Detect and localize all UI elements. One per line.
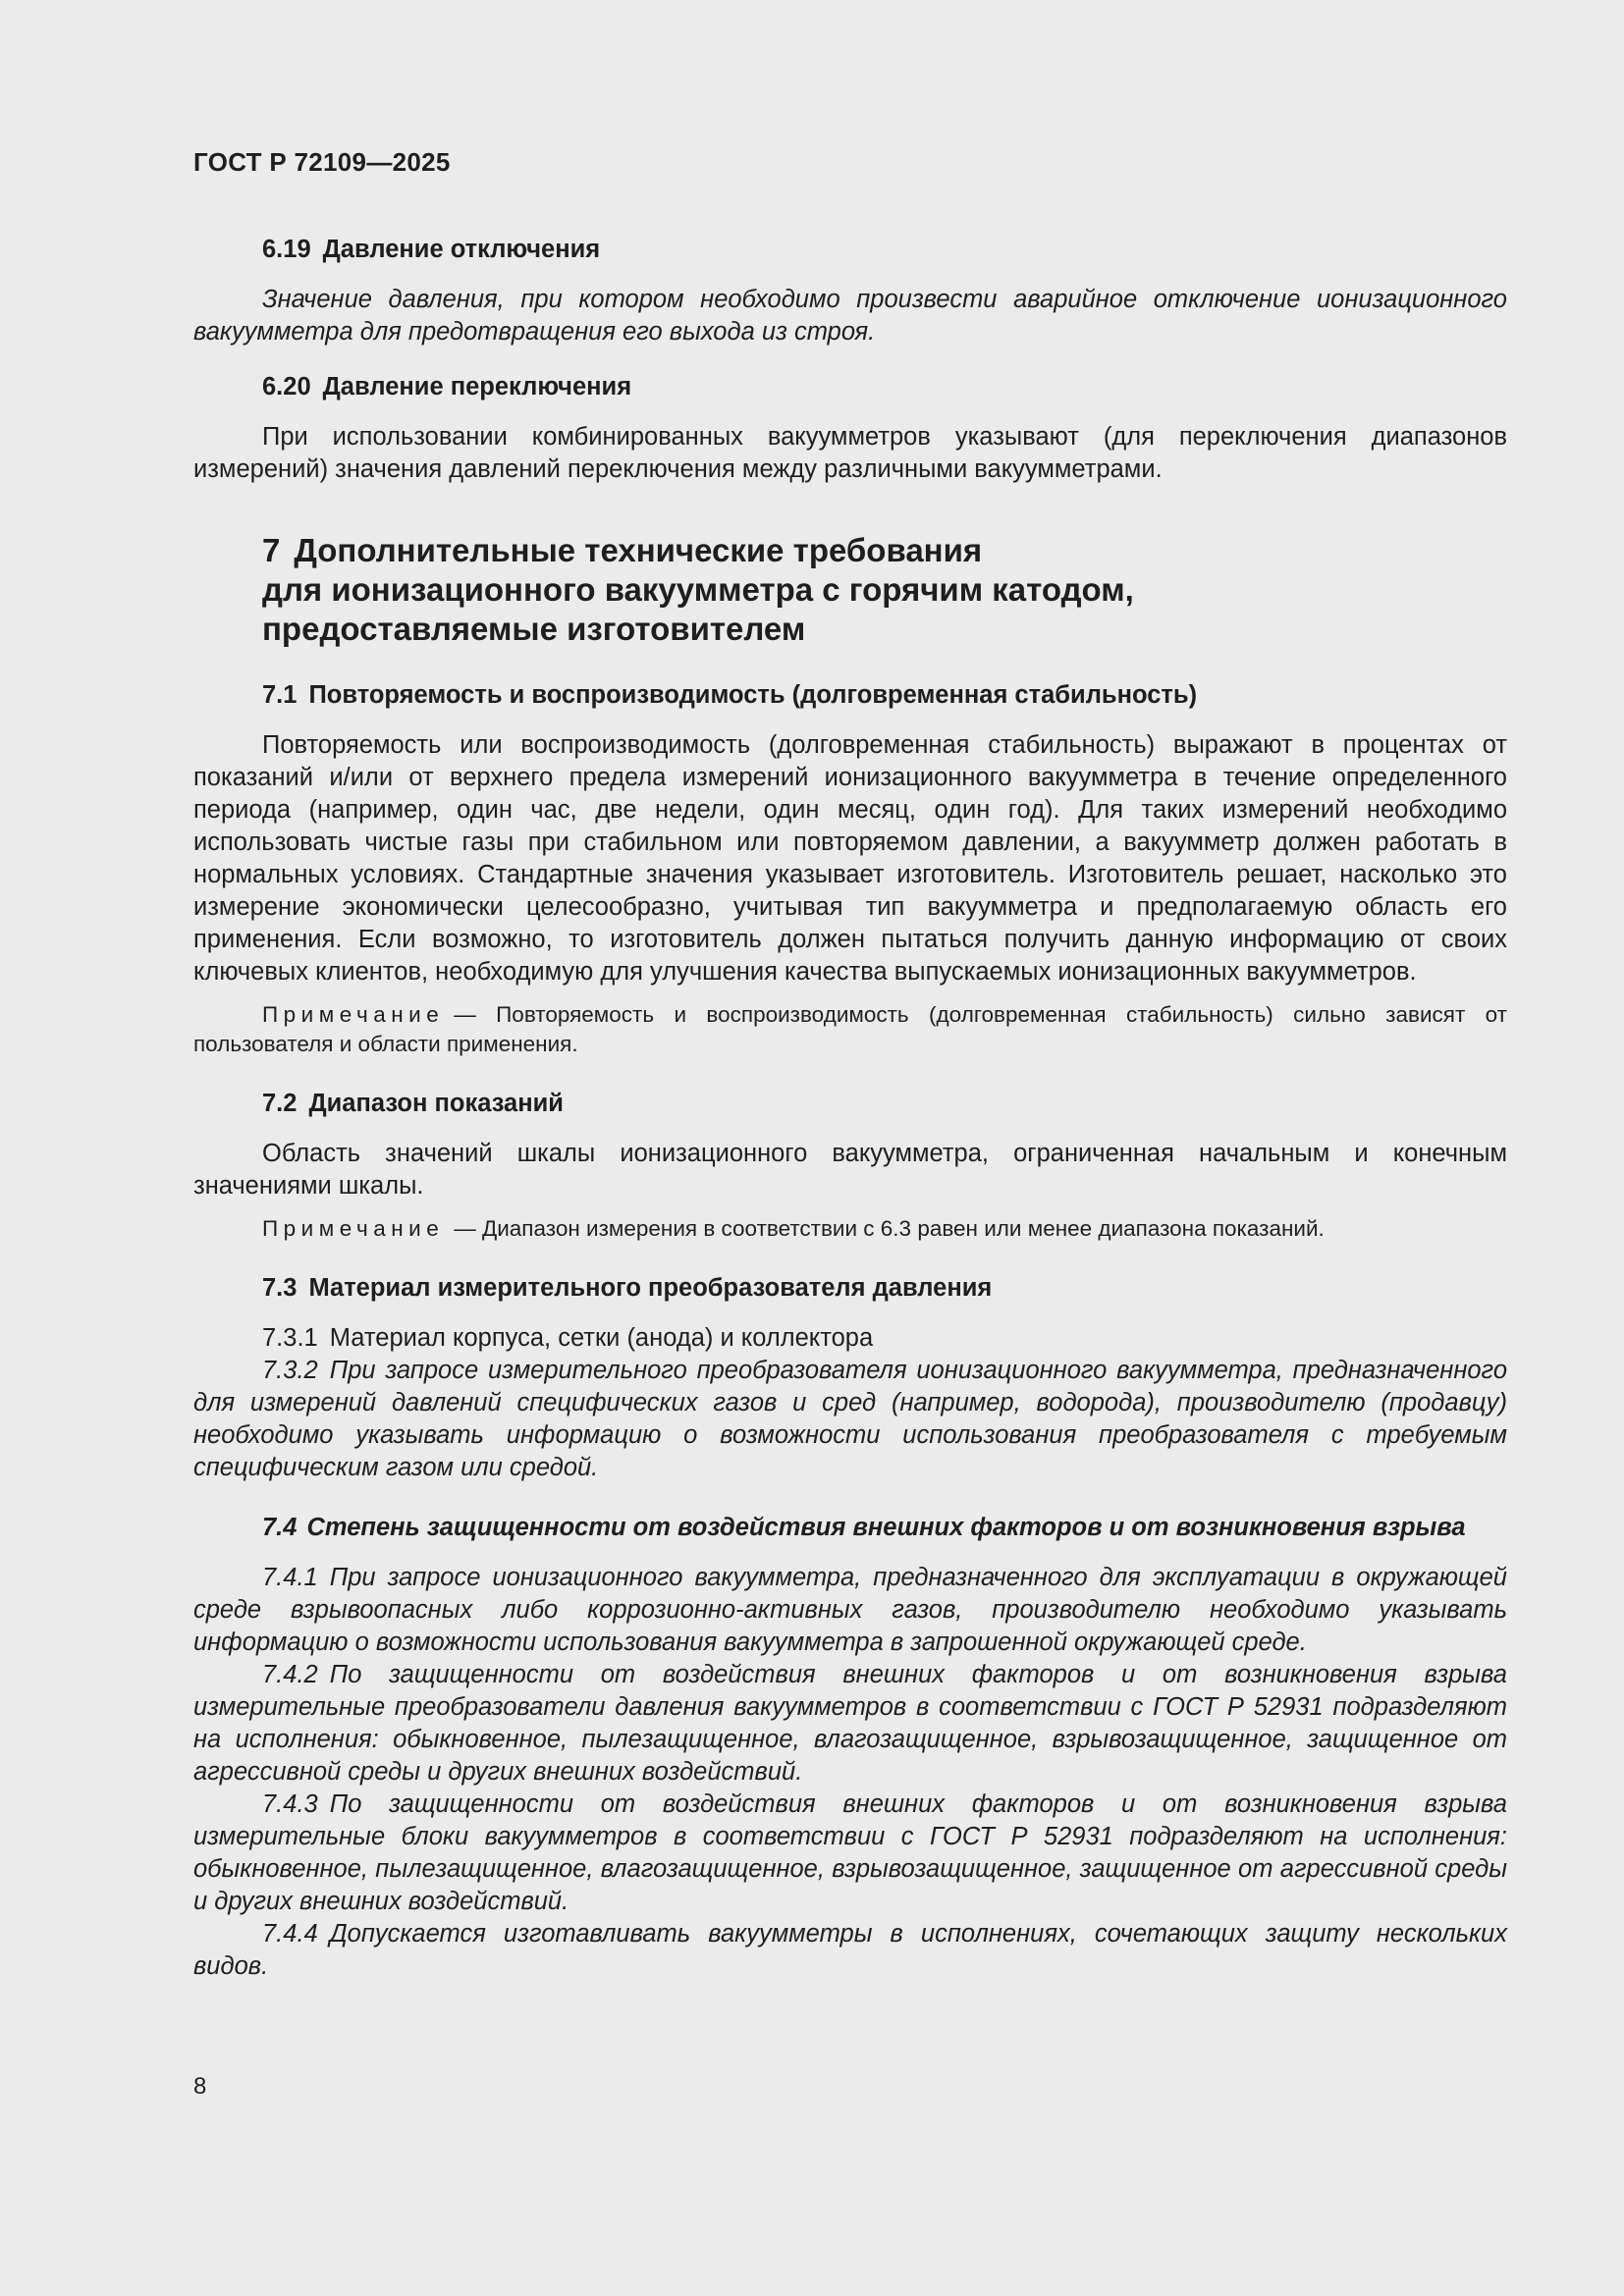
section-7-2-text: Область значений шкалы ионизационного вакуумметра, ограниченная начальным и конечным значениями шкалы. bbox=[193, 1140, 1507, 1200]
chapter-title-line-2: для ионизационного вакуумметра с горячим катодом, bbox=[262, 571, 1134, 608]
subsection-number: 7.3.2 bbox=[262, 1357, 318, 1384]
page-number: 8 bbox=[193, 2073, 207, 2100]
subsection-number: 7.3.1 bbox=[262, 1324, 318, 1352]
subsection-text: При запросе ионизационного вакуумметра, предназначенного для эксплуатации в окружающей среде взрывоопасных либо коррозионно-активных газов, производителю необходимо указывать информацию о возможности использования вакуумметра в запрошенной окружающей среде. bbox=[193, 1564, 1507, 1656]
subsection-7-4-1 bbox=[193, 1562, 1507, 1659]
document-page bbox=[193, 147, 1507, 1983]
section-title: Степень защищенности от воздействия внешних факторов и от возникновения взрыва bbox=[306, 1514, 1466, 1541]
subsection-number: 7.4.3 bbox=[262, 1790, 318, 1818]
subsection-7-4-4 bbox=[193, 1918, 1507, 1983]
subsection-number: 7.4.4 bbox=[262, 1920, 318, 1948]
section-number: 6.19 bbox=[262, 236, 311, 263]
subsection-7-4-2 bbox=[193, 1659, 1507, 1789]
note-text: — Диапазон измерения в соответствии с 6.3 равен или менее диапазона показаний. bbox=[454, 1216, 1325, 1241]
section-title: Давление отключения bbox=[322, 236, 601, 263]
section-7-1-text: Повторяемость или воспроизводимость (долговременная стабильность) выражают в процентах от показаний и/или от верхнего предела измерений ионизационного вакуумметра в течение определенного периода (например, один час, две недели, один месяц, один год). Для таких измерений необходимо использовать чистые газы при стабильном или повторяемом давлении, а вакуумметр должен работать в нормальных условиях. Стандартные значения указывает изготовитель. Изготовитель решает, насколько это измерение экономически целесообразно, учитывая тип вакуумметра и предполагаемую область его применения. Если возможно, то изготовитель должен пытаться получить данную информацию от своих ключевых клиентов, необходимую для улучшения качества выпускаемых ионизационных вакуумметров. bbox=[193, 731, 1507, 986]
section-7-1-note bbox=[193, 1000, 1507, 1059]
section-number: 7.2 bbox=[262, 1090, 298, 1117]
note-label: Примечание bbox=[262, 1002, 445, 1027]
section-7-1-heading bbox=[262, 678, 1507, 712]
section-title: Повторяемость и воспроизводимость (долговременная стабильность) bbox=[308, 681, 1198, 709]
subsection-number: 7.4.2 bbox=[262, 1661, 318, 1688]
section-title: Давление переключения bbox=[322, 373, 632, 400]
section-title: Материал измерительного преобразователя давления bbox=[308, 1274, 993, 1302]
subsection-number: 7.4.1 bbox=[262, 1564, 318, 1591]
subsection-text: Материал корпуса, сетки (анода) и коллектора bbox=[329, 1324, 874, 1352]
subsection-7-4-3 bbox=[193, 1789, 1507, 1918]
document-code: ГОСТ Р 72109—2025 bbox=[193, 147, 451, 177]
subsection-7-3-1 bbox=[193, 1322, 1507, 1355]
subsection-text: При запросе измерительного преобразователя ионизационного вакуумметра, предназначенного для измерений давлений специфических газов и сред (например, водорода), производителю (продавцу) необходимо указывать информацию о возможности использования преобразователя с требуемым специфическим газом или средой. bbox=[193, 1357, 1507, 1481]
section-7-2-heading bbox=[262, 1087, 1507, 1120]
chapter-7-heading bbox=[262, 531, 1507, 649]
section-7-2-note bbox=[193, 1214, 1507, 1244]
chapter-title-line-3: предоставляемые изготовителем bbox=[262, 611, 806, 647]
section-6-19-text: Значение давления, при котором необходимо произвести аварийное отключение ионизационного вакуумметра для предотвращения его выхода из строя. bbox=[193, 286, 1507, 346]
subsection-text: По защищенности от воздействия внешних факторов и от возникновения взрыва измерительные преобразователи давления вакуумметров в соответствии с ГОСТ Р 52931 подразделяют на исполнения: обыкновенное, пылезащищенное, влагозащищенное, взрывозащищенное, защищенное от агрессивной среды и других внешних воздействий. bbox=[193, 1661, 1507, 1786]
section-6-19-heading bbox=[262, 233, 1507, 266]
section-7-4-heading bbox=[262, 1512, 1507, 1544]
subsection-text: Допускается изготавливать вакуумметры в исполнениях, сочетающих защиту нескольких видов. bbox=[193, 1920, 1507, 1980]
section-number: 7.3 bbox=[262, 1274, 298, 1302]
chapter-number: 7 bbox=[262, 532, 281, 568]
chapter-title-line-1: Дополнительные технические требования bbox=[294, 532, 983, 568]
section-number: 6.20 bbox=[262, 373, 311, 400]
section-number: 7.4 bbox=[262, 1514, 298, 1541]
section-6-20-text: При использовании комбинированных вакуумметров указывают (для переключения диапазонов измерений) значения давлений переключения между различными вакуумметрами. bbox=[193, 423, 1507, 483]
subsection-text: По защищенности от воздействия внешних факторов и от возникновения взрыва измерительные блоки вакуумметров в соответствии с ГОСТ Р 52931 подразделяют на исполнения: обыкновенное, пылезащищенное, влагозащищенное, взрывозащищенное, защищенное от агрессивной среды и других внешних воздействий. bbox=[193, 1790, 1507, 1915]
note-text: — Повторяемость и воспроизводимость (долговременная стабильность) сильно зависят от пользователя и области применения. bbox=[193, 1002, 1507, 1056]
section-6-20-heading bbox=[262, 370, 1507, 403]
note-label: Примечание bbox=[262, 1216, 445, 1241]
subsection-7-3-2 bbox=[193, 1355, 1507, 1484]
section-title: Диапазон показаний bbox=[308, 1090, 564, 1117]
section-7-3-heading bbox=[262, 1271, 1507, 1305]
section-number: 7.1 bbox=[262, 681, 298, 709]
